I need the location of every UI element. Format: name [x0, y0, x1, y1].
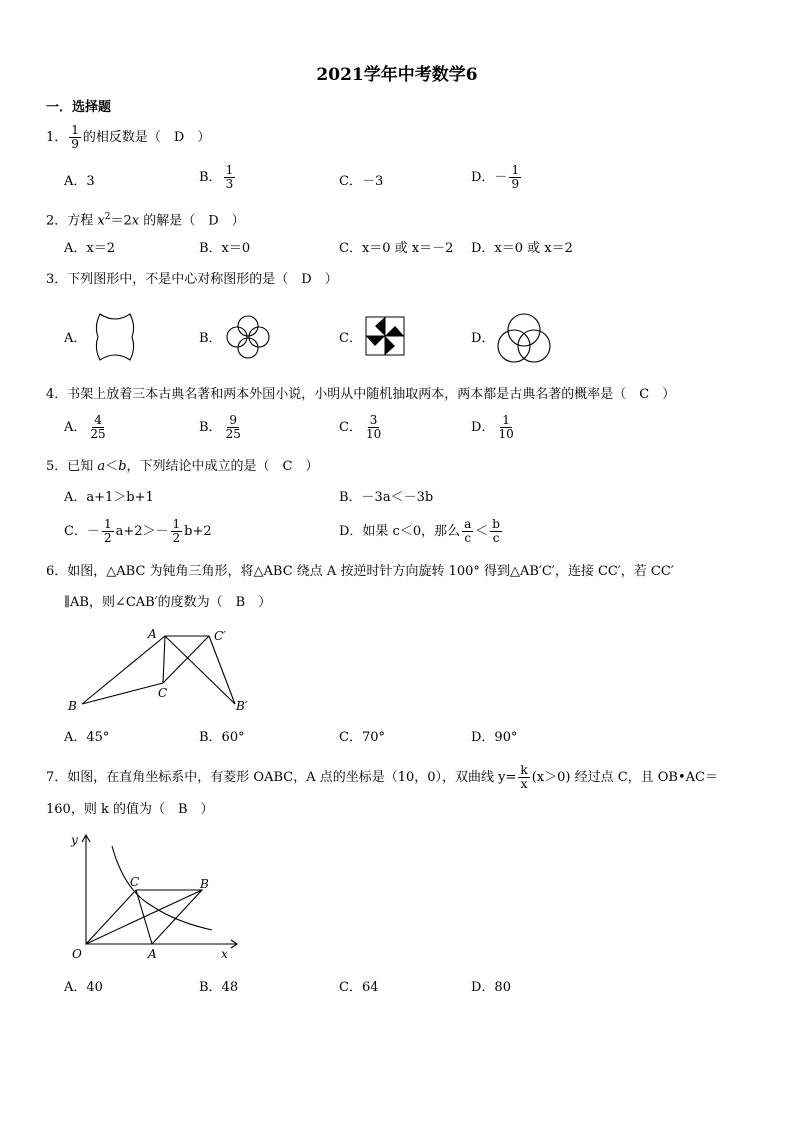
option-c: C．－3	[339, 174, 384, 189]
label-b-prime: B′	[236, 699, 248, 713]
question-5: 5．已知 a＜b，下列结论中成立的是（ C ）	[46, 459, 319, 474]
option-b: B． $\frac{1}{3}$	[199, 163, 234, 191]
label-o: O	[72, 947, 82, 961]
label-b: B	[68, 699, 77, 713]
option-b: B．60°	[199, 730, 245, 745]
question-number: 1．	[46, 130, 68, 145]
label-b: B	[200, 877, 209, 891]
option-a: A．3	[64, 174, 95, 189]
section-heading: 一．选择题	[46, 100, 112, 115]
option-d: D．－ $\frac{1}{9}$	[471, 163, 520, 191]
option-a: A．40	[64, 980, 103, 995]
option-d: D． $\frac{1}{10}$	[471, 413, 514, 441]
label-a: A	[148, 627, 157, 641]
option-d: D．90°	[471, 730, 518, 745]
question-6-line-1: 6．如图，△ABC 为钝角三角形，将△ABC 绕点 A 按逆时针方向旋转 100° 得到△AB′C′，连接 CC′，若 CC′	[46, 564, 674, 579]
label-y: y	[71, 833, 78, 847]
option-d: D．80	[471, 980, 511, 995]
rotated-triangle-figure	[62, 624, 262, 720]
question-1	[46, 124, 210, 151]
option-b: B．x＝0	[199, 241, 251, 256]
option-c: C． $\frac{3}{10}$	[339, 413, 382, 441]
rhombus-hyperbola-figure	[66, 828, 246, 962]
question-3: 3．下列图形中，不是中心对称图形的是（ D ）	[46, 272, 338, 287]
option-c: C．70°	[339, 730, 385, 745]
label-c: C	[158, 686, 168, 700]
option-a: A．a+1＞b+1	[64, 490, 154, 505]
option-b: B． $\frac{9}{25}$	[199, 413, 241, 441]
option-c: C．64	[339, 980, 379, 995]
question-text: 的相反数是（ D ）	[82, 130, 211, 145]
option-d: D．如果 c＜0，那么 $\frac{a}{c}$ ＜ $\frac{b}{c}$	[339, 517, 500, 545]
option-c: C．	[339, 331, 362, 346]
label-c-prime: C′	[214, 629, 226, 643]
option-a: A．45°	[64, 730, 110, 745]
option-a: A．	[64, 331, 87, 346]
three-arc-figure	[496, 310, 552, 364]
four-circle-figure	[224, 313, 272, 361]
label-a: A	[148, 947, 157, 961]
option-b: B．	[199, 331, 222, 346]
pinwheel-figure	[365, 316, 405, 356]
question-6-line-2: ∥AB，则∠CAB′的度数为（ B ）	[64, 595, 272, 610]
question-4: 4．书架上放着三本古典名著和两本外国小说，小明从中随机抽取两本，两本都是古典名著的概率是（ C ）	[46, 387, 676, 402]
option-a: A．x＝2	[64, 241, 115, 256]
option-d: D．x＝0 或 x＝2	[471, 241, 573, 256]
question-7-line-2: 160，则 k 的值为（ B ）	[46, 802, 214, 817]
question-7-line-1: 7．如图，在直角坐标系中，有菱形 OABC，A 点的坐标是（10，0），双曲线 y= $\frac{k}{x}$ (x＞0) 经过点 C，且 OB•AC＝	[46, 763, 718, 791]
option-b: B．48	[199, 980, 239, 995]
curved-shape-figure	[90, 310, 140, 364]
label-c: C	[130, 875, 140, 889]
option-b: B．－3a＜－3b	[339, 490, 434, 505]
option-d: D．	[471, 331, 495, 346]
page-title: 2021学年中考数学6	[316, 65, 478, 85]
option-c: C．－ $\frac{1}{2}$ a+2＞－ $\frac{1}{2}$ b+2	[64, 517, 212, 545]
option-c: C．x＝0 或 x＝－2	[339, 241, 454, 256]
question-2: 2．方程 $x^2=2x$ 的解是（ D ）	[46, 212, 245, 229]
option-a: A． $\frac{4}{25}$	[64, 413, 106, 441]
label-x: x	[221, 947, 228, 961]
fraction: $\frac{1}{9}$	[71, 123, 79, 151]
